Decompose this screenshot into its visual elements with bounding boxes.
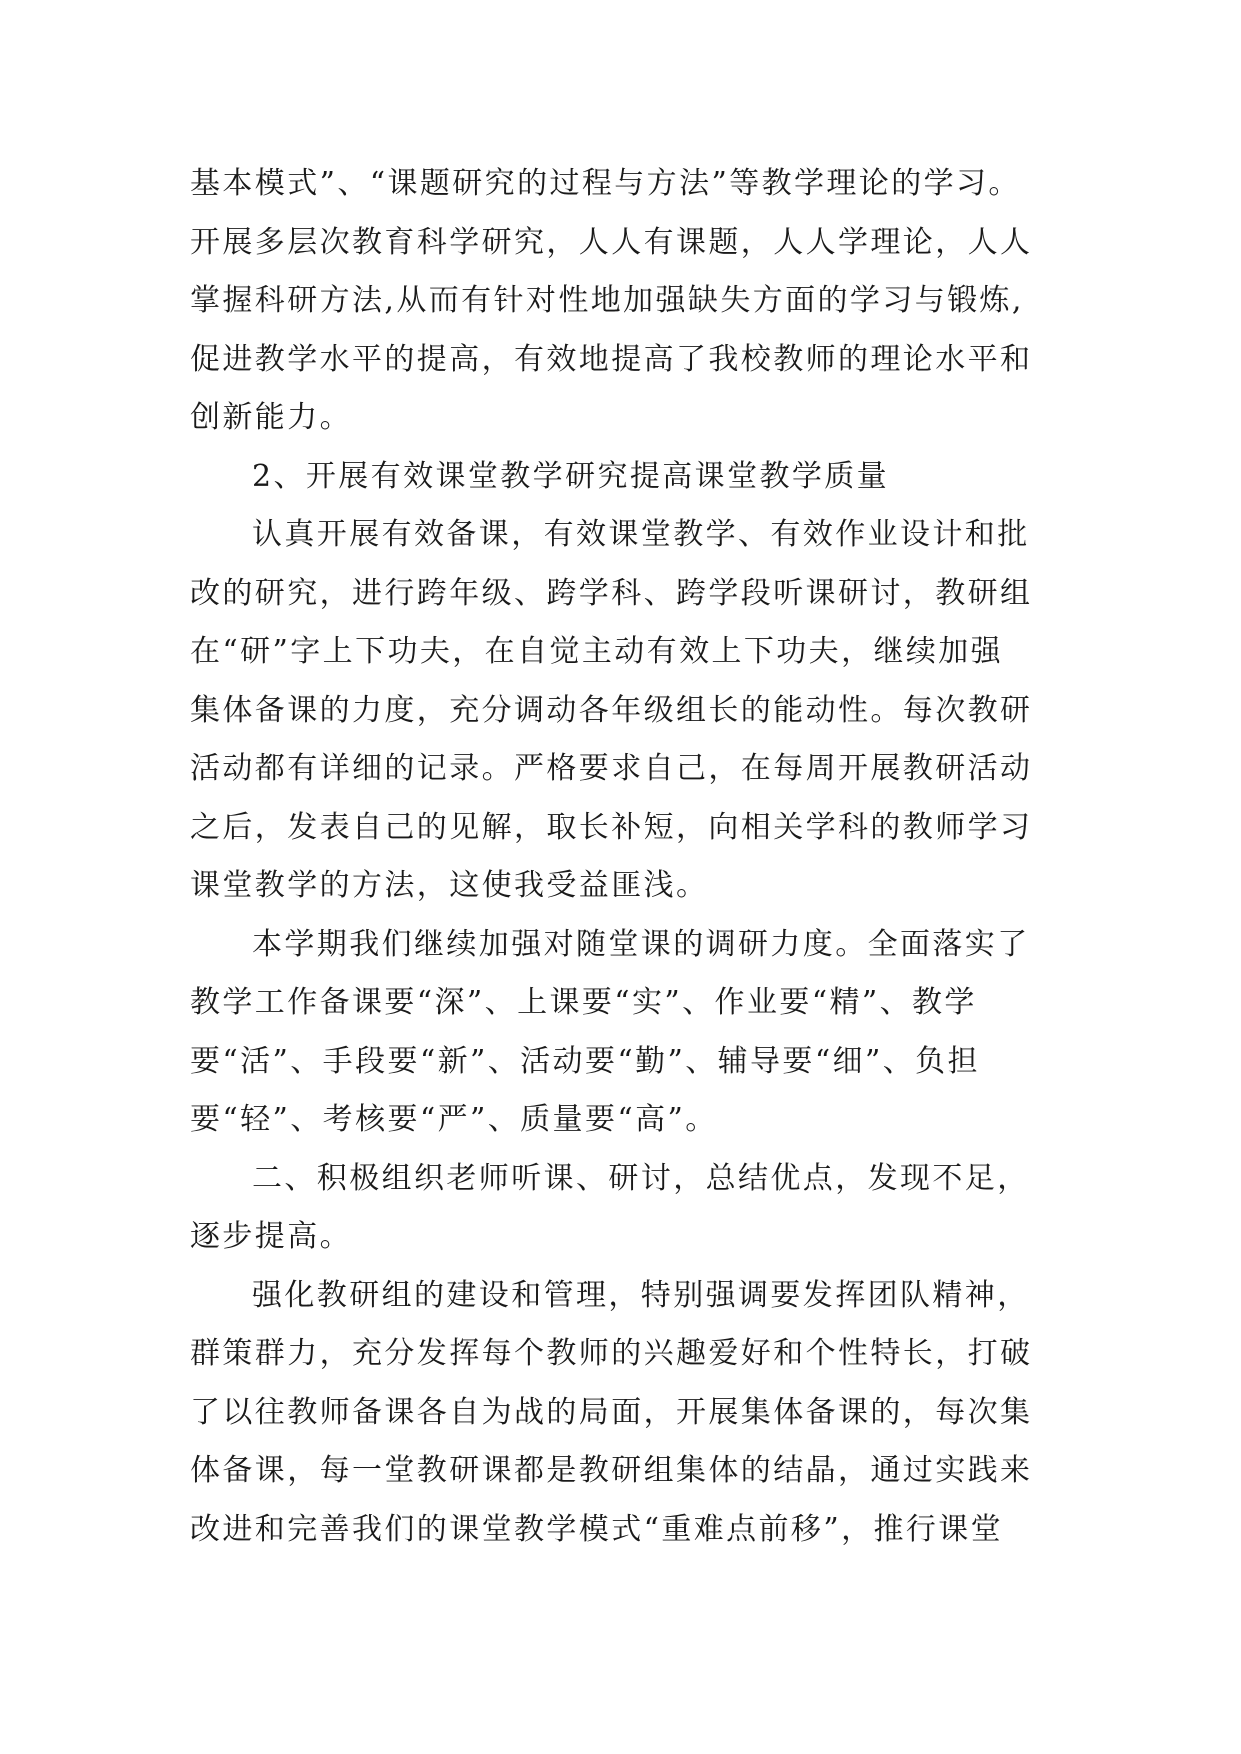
text-line: 集体备课的力度，充分调动各年级组长的能动性。每次教研 — [190, 692, 1033, 728]
text-line: 之后，发表自己的见解，取长补短，向相关学科的教师学习 — [190, 809, 1033, 845]
text-line: 二、积极组织老师听课、研讨，总结优点，发现不足， — [252, 1160, 1030, 1196]
text-line: 强化教研组的建设和管理，特别强调要发挥团队精神， — [252, 1277, 1030, 1313]
text-line: 改进和完善我们的课堂教学模式“重难点前移”，推行课堂 — [190, 1511, 1004, 1547]
text-line: 体备课，每一堂教研课都是教研组集体的结晶，通过实践来 — [190, 1453, 1033, 1488]
text-line: 活动都有详细的记录。严格要求自己，在每周开展教研活动 — [190, 751, 1033, 786]
text-line: 开展多层次教育科学研究，人人有课题，人人学理论，人人 — [190, 224, 1033, 260]
text-line: 教学工作备课要“深”、上课要“实”、作业要“精”、教学 — [190, 985, 977, 1020]
text-line: 促进教学水平的提高，有效地提高了我校教师的理论水平和 — [190, 341, 1033, 377]
text-line: 了以往教师备课各自为战的局面，开展集体备课的，每次集 — [190, 1394, 1033, 1430]
text-line: 群策群力，充分发挥每个教师的兴趣爱好和个性特长，打破 — [190, 1336, 1033, 1371]
text-line: 本学期我们继续加强对随堂课的调研力度。全面落实了 — [252, 926, 1030, 962]
text-line: 2、开展有效课堂教学研究提高课堂教学质量 — [252, 458, 890, 494]
text-line: 逐步提高。 — [190, 1219, 352, 1254]
text-line: 课堂教学的方法，这使我受益匪浅。 — [190, 868, 709, 903]
text-line: 要“活”、手段要“新”、活动要“勤”、辅导要“细”、负担 — [190, 1043, 980, 1079]
text-line: 基本模式”、“课题研究的过程与方法”等教学理论的学习。 — [190, 166, 1021, 201]
text-line: 创新能力。 — [190, 400, 352, 435]
text-line: 在“研”字上下功夫，在自觉主动有效上下功夫，继续加强 — [190, 634, 1004, 669]
text-line: 要“轻”、考核要“严”、质量要“高”。 — [190, 1102, 718, 1137]
text-line: 认真开展有效备课，有效课堂教学、有效作业设计和批 — [252, 517, 1030, 552]
text-line: 掌握科研方法,从而有针对性地加强缺失方面的学习与锻炼, — [190, 283, 1024, 318]
text-line: 改的研究，进行跨年级、跨学科、跨学段听课研讨，教研组 — [190, 575, 1033, 611]
document-body — [190, 155, 1090, 1559]
